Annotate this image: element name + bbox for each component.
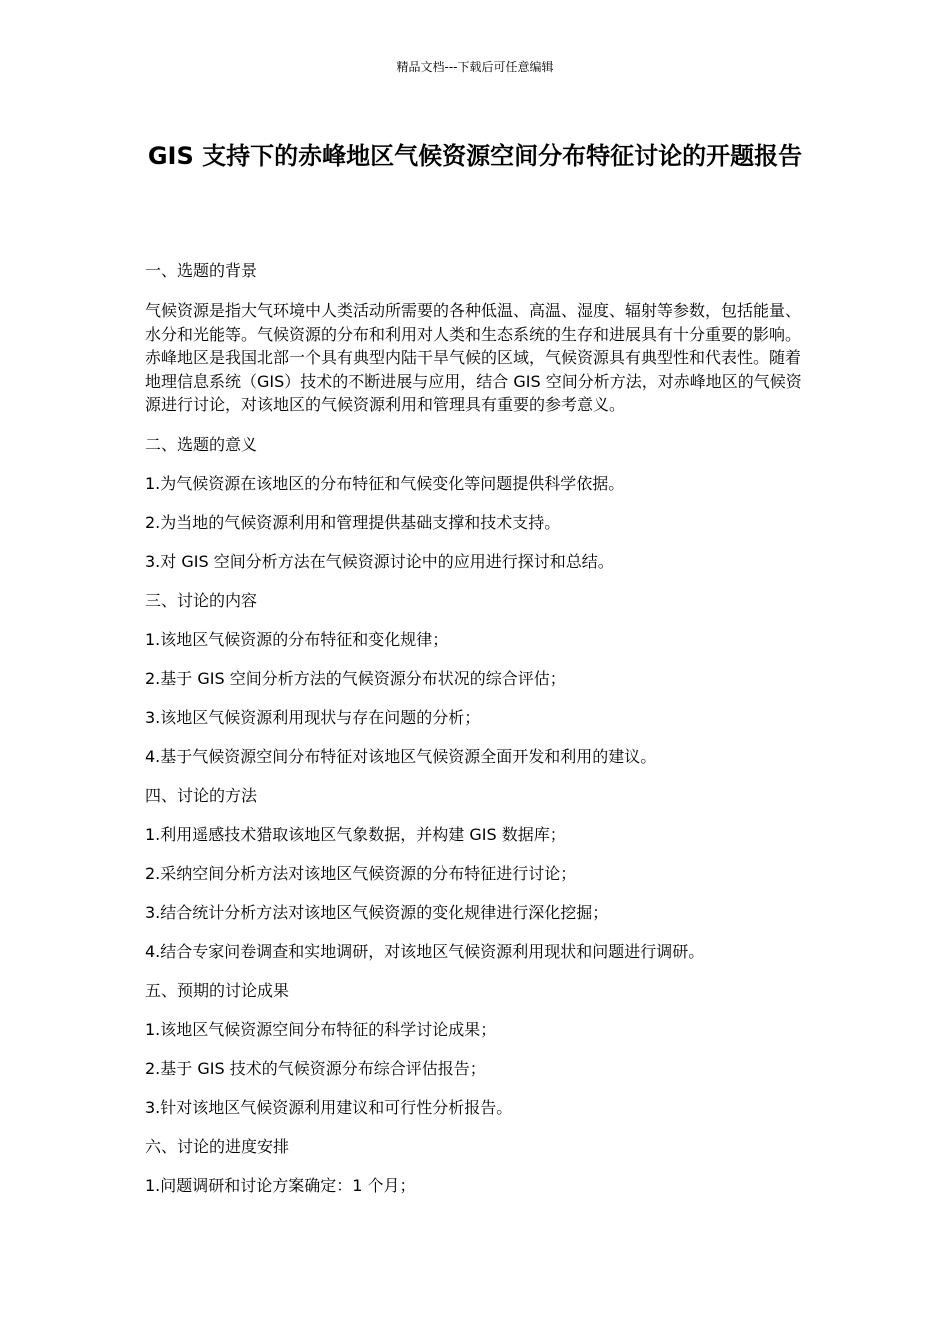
list-item: 3.结合统计分析方法对该地区气候资源的变化规律进行深化挖掘； — [145, 902, 609, 922]
list-item: 1.该地区气候资源的分布特征和变化规律； — [145, 629, 449, 649]
list-item: 3.该地区气候资源利用现状与存在问题的分析； — [145, 707, 481, 727]
list-item: 3.对 GIS 空间分析方法在气候资源讨论中的应用进行探讨和总结。 — [145, 551, 614, 571]
background-paragraph: 气候资源是指大气环境中人类活动所需要的各种低温、高温、湿度、辐射等参数，包括能量、水分和光能等。气候资源的分布和利用对人类和生态系统的生存和进展具有十分重要的影响。赤峰地区是我国北部一个具有典型内陆干旱气候的区域，气候资源具有典型性和代表性。随着地理信息系统（GIS）技术的不断进展与应用，结合 GIS 空间分析方法，对赤峰地区的气候资源进行讨论，对该地区的气候资源利用和管理具有重要的参考意义。 — [145, 301, 802, 414]
section-heading-methods: 四、讨论的方法 — [145, 785, 258, 805]
list-item: 1.为气候资源在该地区的分布特征和气候变化等问题提供科学依据。 — [145, 473, 625, 493]
section-heading-content: 三、讨论的内容 — [145, 590, 258, 610]
list-item: 1.该地区气候资源空间分布特征的科学讨论成果； — [145, 1019, 497, 1039]
section-heading-significance: 二、选题的意义 — [145, 434, 258, 454]
section-heading-schedule: 六、讨论的进度安排 — [145, 1136, 290, 1156]
list-item: 3.针对该地区气候资源利用建议和可行性分析报告。 — [145, 1097, 513, 1117]
section-heading-background: 一、选题的背景 — [145, 261, 258, 280]
section-heading-outcomes: 五、预期的讨论成果 — [145, 980, 290, 1000]
list-item: 2.基于 GIS 技术的气候资源分布综合评估报告； — [145, 1058, 486, 1078]
list-item: 4.基于气候资源空间分布特征对该地区气候资源全面开发和利用的建议。 — [145, 746, 657, 766]
list-item: 2.基于 GIS 空间分析方法的气候资源分布状况的综合评估； — [145, 668, 566, 688]
list-item: 1.问题调研和讨论方案确定：1 个月； — [145, 1175, 416, 1195]
list-item: 2.采纳空间分析方法对该地区气候资源的分布特征进行讨论； — [145, 863, 577, 883]
header-note: 精品文档---下载后可任意编辑 — [396, 60, 554, 74]
document-title: GIS 支持下的赤峰地区气候资源空间分布特征讨论的开题报告 — [147, 142, 803, 170]
list-item: 4.结合专家问卷调查和实地调研，对该地区气候资源利用现状和问题进行调研。 — [145, 941, 705, 961]
list-item: 1.利用遥感技术猎取该地区气象数据，并构建 GIS 数据库； — [145, 824, 566, 844]
document-body — [145, 260, 805, 1214]
list-item: 2.为当地的气候资源利用和管理提供基础支撑和技术支持。 — [145, 512, 561, 532]
